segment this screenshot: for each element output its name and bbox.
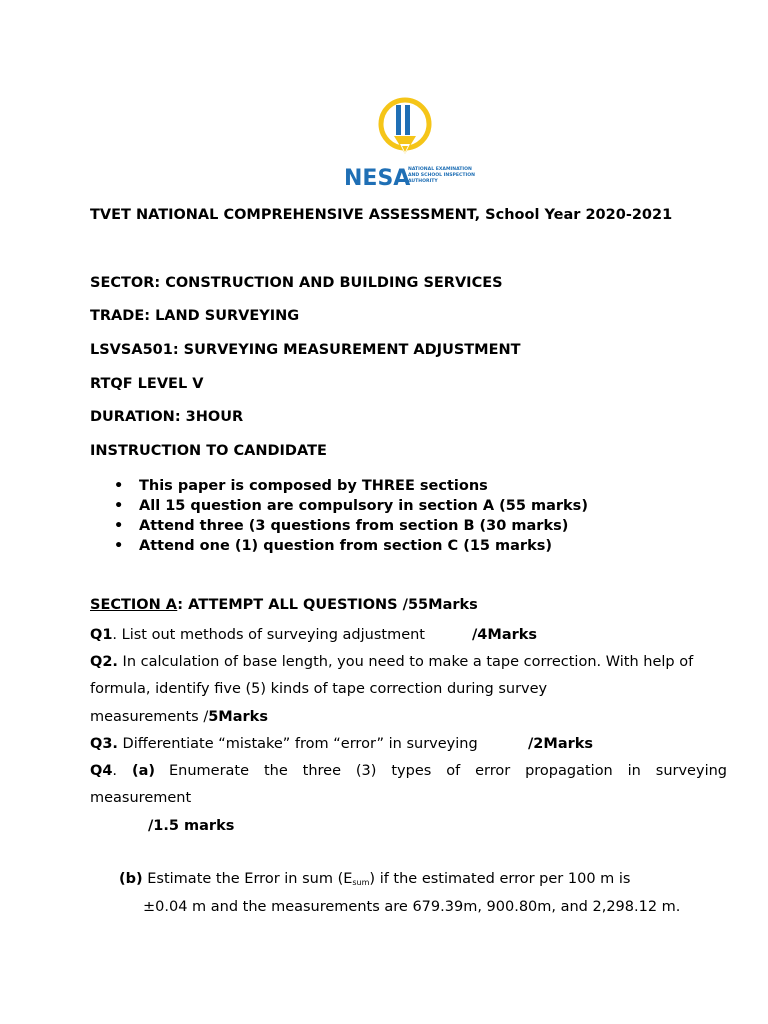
question-number: Q2. (90, 654, 118, 670)
question-number: Q3. (90, 736, 118, 752)
trade-line: TRADE: LAND SURVEYING (90, 308, 300, 324)
nesa-logo (342, 96, 478, 188)
question-4-part-b-line-2: ±0.04 m and the measurements are 679.39m, 900.80m, and 2,298.12 m. (143, 899, 681, 915)
svg-text:NESA: NESA (344, 166, 411, 188)
question-text: Differentiate “mistake” from “error” in surveying (117, 736, 478, 752)
subscript-sum: sum (352, 878, 370, 887)
question-4-part-b-label: (b) (119, 871, 143, 887)
instruction-item: • This paper is composed by THREE sections (112, 476, 588, 496)
question-4-part-a-line-1: Enumerate the three (3) types of error propagation in surveying (169, 763, 727, 779)
instruction-item: • Attend one (1) question from section C (15 marks) (112, 536, 588, 556)
question-4-number: Q4. (90, 763, 118, 779)
question-number: Q1 (90, 627, 113, 643)
question-1 (90, 626, 425, 644)
question-text: measurements / (90, 709, 209, 725)
question-text: . List out methods of surveying adjustment (112, 627, 425, 643)
sector-line: SECTOR: CONSTRUCTION AND BUILDING SERVICES (90, 275, 503, 291)
question-4-part-a-marks: /1.5 marks (148, 818, 235, 834)
svg-text:NATIONAL EXAMINATION: NATIONAL EXAMINATION (408, 167, 472, 172)
assessment-title: TVET NATIONAL COMPREHENSIVE ASSESSMENT, School Year 2020-2021 (90, 207, 673, 223)
question-4-part-a-line-2: measurement (90, 790, 192, 806)
section-a-label: SECTION A (90, 597, 178, 613)
question-2-line-2: formula, identify five (5) kinds of tape correction during survey (90, 681, 548, 697)
instruction-list (112, 476, 588, 556)
instruction-heading: INSTRUCTION TO CANDIDATE (90, 443, 327, 459)
question-3 (90, 735, 478, 753)
duration-line: DURATION: 3HOUR (90, 409, 244, 425)
instruction-item: • Attend three (3 questions from section B (30 marks) (112, 516, 588, 536)
question-text: In calculation of base length, you need to make a tape correction. With help of (117, 654, 694, 670)
module-line: LSVSA501: SURVEYING MEASUREMENT ADJUSTMENT (90, 342, 521, 358)
question-2-line-1 (90, 653, 693, 671)
instruction-item: • All 15 question are compulsory in section A (55 marks) (112, 496, 588, 516)
nesa-logo-graphic (342, 96, 478, 188)
question-4-part-b-line-1: (b) Estimate the Error in sum $(E_{sum})$ if the estimated error per 100 m is (119, 871, 631, 887)
level-line: RTQF LEVEL V (90, 376, 204, 392)
question-2-line-3 (90, 708, 268, 726)
question-marks: 5Marks (208, 709, 268, 725)
question-3-marks: /2Marks (528, 736, 594, 752)
question-1-marks: /4Marks (472, 627, 538, 643)
section-a-heading (90, 596, 478, 614)
section-a-rest: : ATTEMPT ALL QUESTIONS /55Marks (177, 597, 478, 613)
question-4-part-a-label: (a) (132, 763, 156, 779)
svg-text:AUTHORITY: AUTHORITY (408, 179, 438, 184)
svg-text:AND SCHOOL INSPECTION: AND SCHOOL INSPECTION (408, 173, 476, 178)
